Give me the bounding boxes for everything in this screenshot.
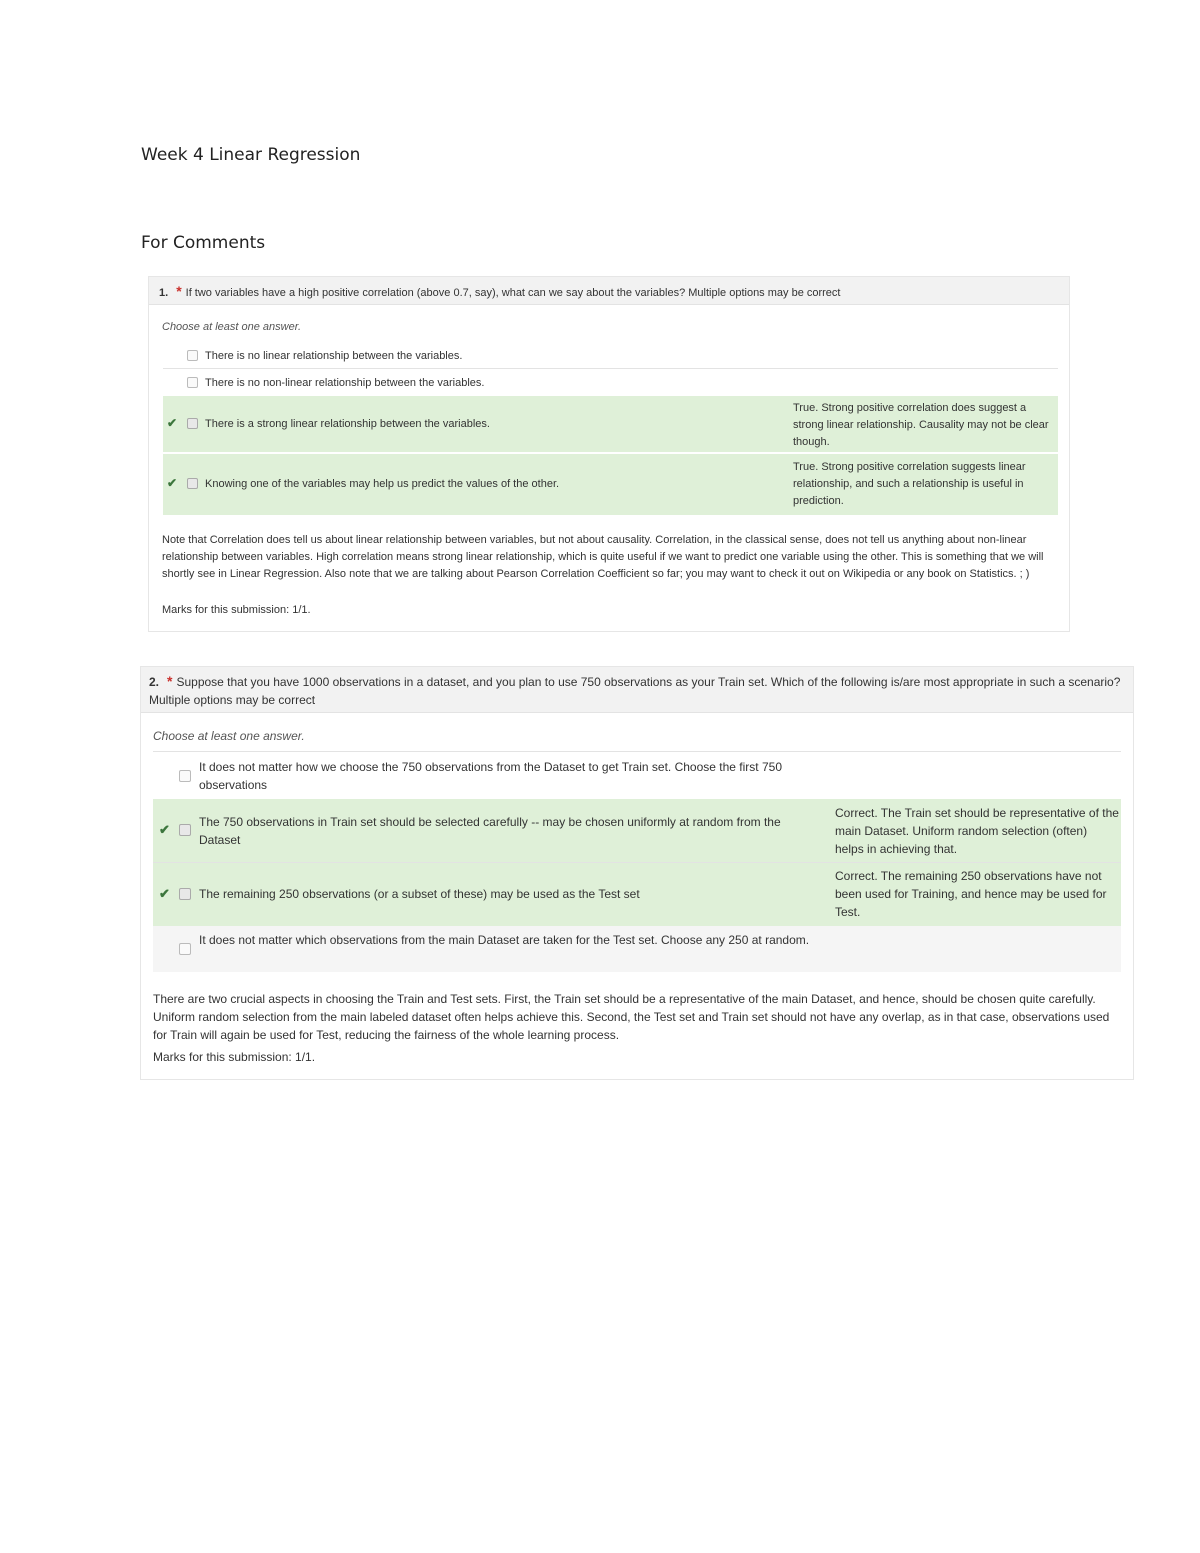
- option-checkbox[interactable]: [187, 377, 198, 388]
- question-2-header: [141, 667, 1133, 713]
- answer-option[interactable]: [163, 343, 1058, 369]
- asterisk-icon: *: [167, 673, 173, 689]
- answer-option-correct[interactable]: [153, 863, 1121, 926]
- answer-option[interactable]: [153, 755, 1121, 799]
- option-text: It does not matter which observations from the main Dataset are taken for the Test set. Choose any 250 at random.: [199, 933, 810, 947]
- check-icon: ✔: [167, 476, 178, 490]
- option-text: There is no non-linear relationship between the variables.: [205, 377, 485, 389]
- question-1-header: [149, 277, 1069, 305]
- answer-option-correct[interactable]: [163, 396, 1058, 453]
- question-1-card: [148, 276, 1070, 632]
- choose-instruction: Choose at least one answer.: [162, 321, 302, 333]
- option-text: There is a strong linear relationship between the variables.: [205, 418, 490, 430]
- marks-text: Marks for this submission: 1/1.: [153, 1050, 316, 1064]
- option-feedback: Correct. The Train set should be representative of the main Dataset. Uniform random selection (often) helps in achieving that.: [835, 806, 1119, 856]
- check-icon: ✔: [159, 886, 170, 901]
- question-text: Suppose that you have 1000 observations in a dataset, and you plan to use 750 observations as your Train set. Which of the following is/are most appropriate in such a scenario? Multiple options may be correct: [149, 675, 1121, 707]
- question-number: 1.: [159, 287, 169, 299]
- option-checkbox[interactable]: [179, 770, 191, 782]
- question-1-general-feedback: Note that Correlation does tell us about linear relationship between variables, but not about causality. Correlation, in the classical sense, does not tell us anything about non-linear relationship between variables. High correlation means strong linear relationship, which is quite useful if we want to predict one variable using the other. This is something that we will shortly see in Linear Regression. Also note that we are talking about Pearson Correlation Coefficient so far; you may want to check it out on Wikipedia or any book on Statistics. ; ): [162, 534, 1044, 580]
- option-text: The 750 observations in Train set should be selected carefully -- may be chosen uniformly at random from the Dataset: [199, 815, 781, 847]
- question-number: 2.: [149, 675, 160, 689]
- option-checkbox[interactable]: [187, 418, 198, 429]
- check-icon: ✔: [159, 822, 170, 837]
- document-title: Week 4 Linear Regression: [141, 145, 361, 165]
- option-text: There is no linear relationship between the variables.: [205, 350, 463, 362]
- divider: [153, 751, 1121, 752]
- check-icon: ✔: [167, 416, 178, 430]
- option-checkbox[interactable]: [187, 350, 198, 361]
- option-text: It does not matter how we choose the 750 observations from the Dataset to get Train set. Choose the first 750 observations: [199, 760, 782, 792]
- answer-option[interactable]: [153, 926, 1121, 972]
- asterisk-icon: *: [176, 283, 182, 299]
- option-text: Knowing one of the variables may help us predict the values of the other.: [205, 478, 560, 490]
- answer-option-correct[interactable]: [163, 454, 1058, 515]
- answer-option-correct[interactable]: [153, 799, 1121, 863]
- marks-text: Marks for this submission: 1/1.: [162, 604, 311, 616]
- option-checkbox[interactable]: [179, 943, 191, 955]
- option-checkbox[interactable]: [179, 824, 191, 836]
- option-feedback: True. Strong positive correlation suggests linear relationship, and such a relationship is useful in prediction.: [793, 461, 1026, 507]
- option-checkbox[interactable]: [187, 478, 198, 489]
- section-heading: For Comments: [141, 233, 266, 253]
- option-feedback: Correct. The remaining 250 observations have not been used for Training, and hence may be used for Test.: [835, 869, 1107, 919]
- option-feedback: True. Strong positive correlation does suggest a strong linear relationship. Causality may not be clear though.: [793, 402, 1049, 448]
- choose-instruction: Choose at least one answer.: [153, 729, 305, 743]
- option-checkbox[interactable]: [179, 888, 191, 900]
- question-2-card: [140, 666, 1134, 1080]
- option-text: The remaining 250 observations (or a subset of these) may be used as the Test set: [199, 887, 640, 901]
- question-2-general-feedback: There are two crucial aspects in choosing the Train and Test sets. First, the Train set should be a representative of the main Dataset, and hence, should be chosen quite carefully. Uniform random selection from the main labeled dataset often helps achieve this. Second, the Test set and Train set should not have any overlap, as in that case, observations used for Train will again be used for Test, reducing the fairness of the whole learning process.: [153, 992, 1110, 1042]
- answer-option[interactable]: [163, 369, 1058, 396]
- question-text: If two variables have a high positive correlation (above 0.7, say), what can we say about the variables? Multiple options may be correct: [185, 287, 841, 299]
